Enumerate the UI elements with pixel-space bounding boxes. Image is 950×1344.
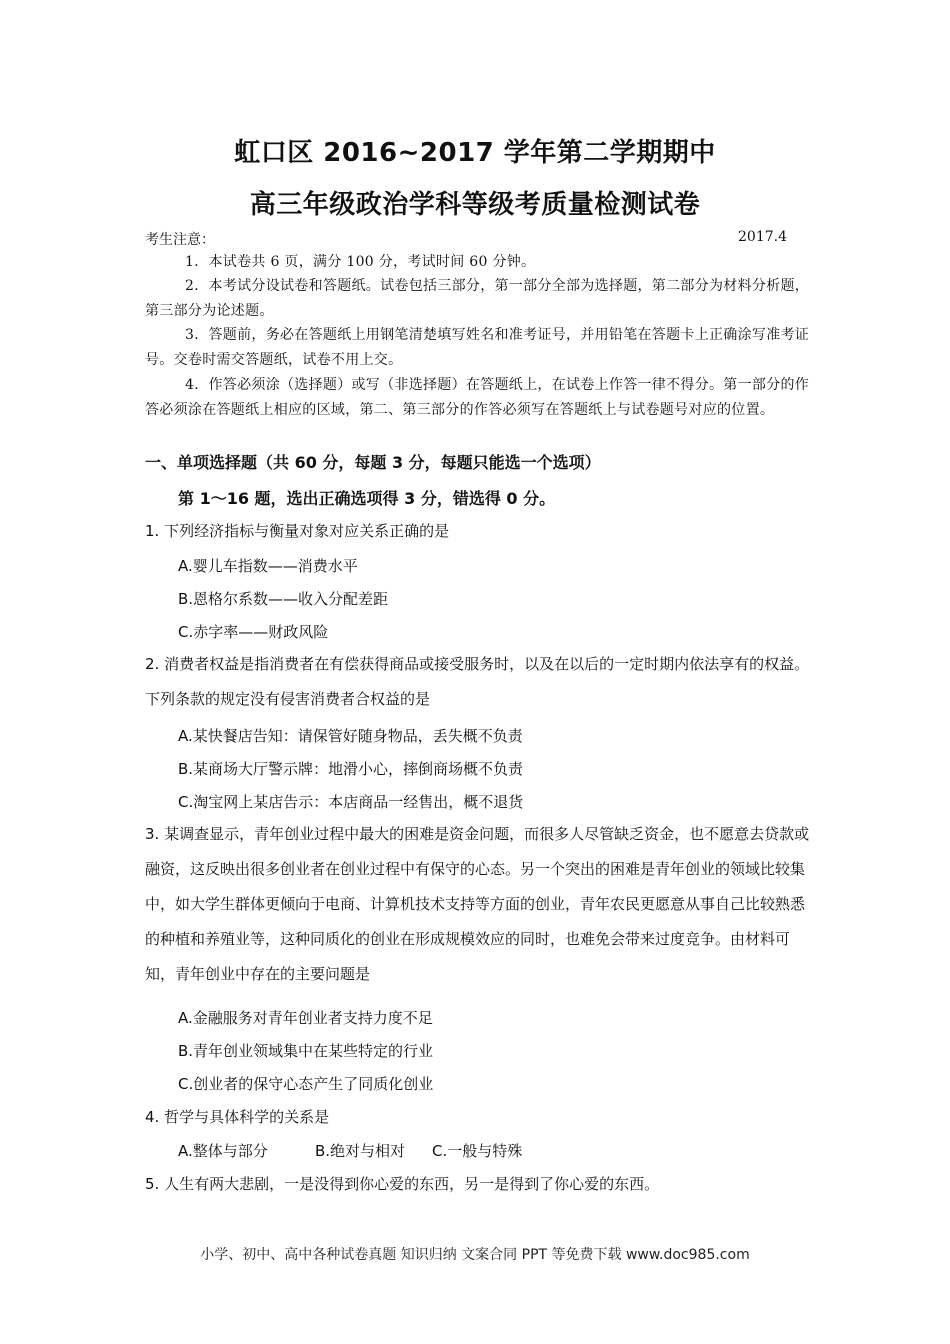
question-4-option-a: A.整体与部分 [178,1142,268,1160]
question-1-stem: 1. 下列经济指标与衡量对象对应关系正确的是 [145,522,450,540]
question-2-option-c: C.淘宝网上某店告示：本店商品一经售出，概不退货 [178,793,524,811]
question-4-option-c: C.一般与特殊 [432,1142,523,1160]
question-4-stem: 4. 哲学与具体科学的关系是 [145,1108,330,1126]
section-1-instructions: 第 1～16 题，选出正确选项得 3 分，错选得 0 分。 [178,489,556,508]
question-1-option-a: A.婴儿车指数——消费水平 [178,557,358,575]
exam-title-line2: 高三年级政治学科等级考质量检测试卷 [249,190,701,220]
question-2-stem: 2. 消费者权益是指消费者在有偿获得商品或接受服务时，以及在以后的一定时期内依法享有的权益。下列条款的规定没有侵害消费者合权益的是 [145,655,810,708]
question-4-option-b: B.绝对与相对 [315,1142,406,1160]
question-2-option-b: B.某商场大厅警示牌：地滑小心，摔倒商场概不负责 [178,760,524,778]
question-3-option-b: B.青年创业领域集中在某些特定的行业 [178,1042,434,1060]
question-5-stem: 5. 人生有两大悲剧，一是没得到你心爱的东西，另一是得到了你心爱的东西。 [145,1175,660,1193]
question-3-option-a: A.金融服务对青年创业者支持力度不足 [178,1009,433,1027]
notice-item-1: 1．本试卷共 6 页，满分 100 分，考试时间 60 分钟。 [185,254,536,270]
question-3-stem: 3. 某调查显示，青年创业过程中最大的困难是资金问题，而很多人尽管缺乏资金，也不愿意去贷款或融资，这反映出很多创业者在创业过程中有保守的心态。另一个突出的困难是青年创业的领域比较集中，如大学生群体更倾向于电商、计算机技术支持等方面的创业，青年农民更愿意从事自己比较熟悉的种植和养殖业等，这种同质化的创业在形成规模效应的同时，也难免会带来过度竞争。由材料可知，青年创业中存在的主要问题是 [145,825,810,983]
question-1-option-c: C.赤字率——财政风险 [178,623,329,641]
question-2-option-a: A.某快餐店告知：请保管好随身物品，丢失概不负责 [178,727,523,745]
exam-title-line1: 虹口区 2016~2017 学年第二学期期中 [234,138,716,168]
page-footer: 小学、初中、高中各种试卷真题 知识归纳 文案合同 PPT 等免费下载 www.doc985.com [200,1247,750,1263]
notice-item-3: 3．答题前，务必在答题纸上用钢笔清楚填写姓名和准考证号，并用铅笔在答题卡上正确涂写准考证号。交卷时需交答题纸，试卷不用上交。 [145,327,810,368]
notice-item-2: 2．本考试分设试卷和答题纸。试卷包括三部分，第一部分全部为选择题，第二部分为材料分析题，第三部分为论述题。 [145,278,810,319]
question-1-option-b: B.恩格尔系数——收入分配差距 [178,590,389,608]
exam-date: 2017.4 [738,229,787,245]
question-3-option-c: C.创业者的保守心态产生了同质化创业 [178,1075,434,1093]
notice-item-4: 4．作答必须涂（选择题）或写（非选择题）在答题纸上，在试卷上作答一律不得分。第一部分的作答必须涂在答题纸上相应的区域，第二、第三部分的作答必须写在答题纸上与试卷题号对应的位置。 [145,377,810,418]
notice-heading: 考生注意： [145,232,215,248]
section-1-heading: 一、单项选择题（共 60 分，每题 3 分，每题只能选一个选项） [145,453,601,472]
